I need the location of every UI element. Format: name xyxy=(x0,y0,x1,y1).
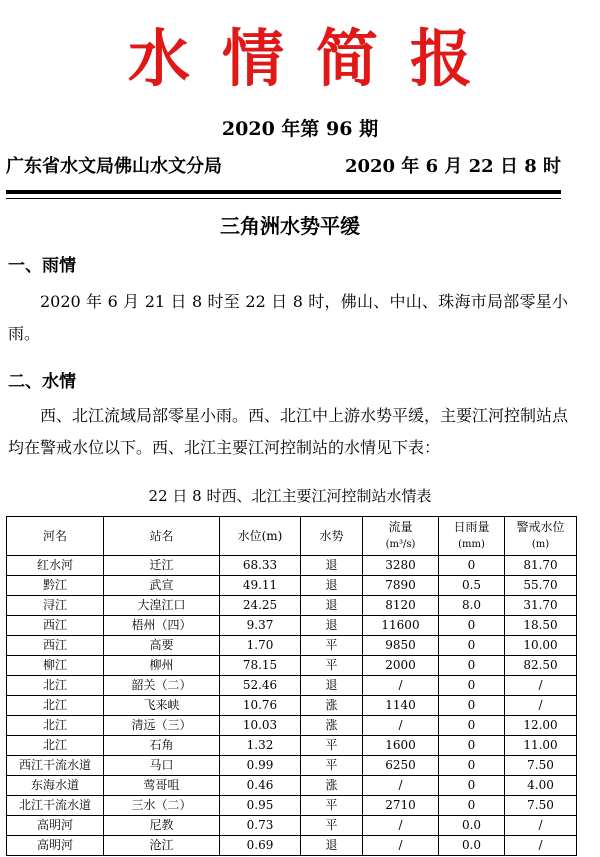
cell-station: 大湟江口 xyxy=(104,596,220,616)
header-flow-label: 流量 xyxy=(388,520,413,534)
table-row xyxy=(7,656,577,676)
cell-station: 梧州（四） xyxy=(104,616,220,636)
cell-station: 武宣 xyxy=(104,576,220,596)
cell-rain: 0 xyxy=(439,756,505,776)
cell-station: 飞来峡 xyxy=(104,696,220,716)
table-row xyxy=(7,636,577,656)
cell-warn: 31.70 xyxy=(505,596,577,616)
table-row xyxy=(7,716,577,736)
masthead-title: 水情简报 xyxy=(127,22,504,95)
cell-river: 高明河 xyxy=(7,816,104,836)
cell-flow: 7890 xyxy=(363,576,439,596)
cell-rain: 0.0 xyxy=(439,836,505,856)
cell-river: 西江 xyxy=(7,636,104,656)
cell-rain: 8.0 xyxy=(439,596,505,616)
table-row xyxy=(7,616,577,636)
cell-river: 西江干流水道 xyxy=(7,756,104,776)
cell-warn: / xyxy=(505,676,577,696)
cell-level: 49.11 xyxy=(220,576,301,596)
cell-trend: 平 xyxy=(301,736,363,756)
cell-warn: 12.00 xyxy=(505,716,577,736)
cell-station: 高要 xyxy=(104,636,220,656)
publish-date: 2020 年 6 月 22 日 8 时 xyxy=(344,156,561,177)
table-row xyxy=(7,676,577,696)
cell-river: 北江干流水道 xyxy=(7,796,104,816)
cell-warn: 81.70 xyxy=(505,556,577,576)
cell-station: 尼教 xyxy=(104,816,220,836)
table-row xyxy=(7,736,577,756)
cell-trend: 平 xyxy=(301,816,363,836)
cell-river: 柳江 xyxy=(7,656,104,676)
cell-river: 西江 xyxy=(7,616,104,636)
table-row xyxy=(7,816,577,836)
cell-level: 0.73 xyxy=(220,816,301,836)
cell-level: 10.03 xyxy=(220,716,301,736)
cell-river: 浔江 xyxy=(7,596,104,616)
cell-rain: 0 xyxy=(439,616,505,636)
cell-rain: 0 xyxy=(439,736,505,756)
cell-trend: 退 xyxy=(301,676,363,696)
headline: 三角洲水势平缓 xyxy=(220,214,360,238)
cell-rain: 0 xyxy=(439,716,505,736)
cell-trend: 退 xyxy=(301,556,363,576)
cell-warn: 18.50 xyxy=(505,616,577,636)
cell-flow: 2710 xyxy=(363,796,439,816)
header-trend: 水势 xyxy=(301,517,363,556)
cell-level: 1.32 xyxy=(220,736,301,756)
cell-level: 1.70 xyxy=(220,636,301,656)
cell-trend: 平 xyxy=(301,796,363,816)
cell-river: 东海水道 xyxy=(7,776,104,796)
cell-rain: 0.5 xyxy=(439,576,505,596)
cell-rain: 0 xyxy=(439,696,505,716)
table-row xyxy=(7,596,577,616)
cell-river: 红水河 xyxy=(7,556,104,576)
cell-flow: / xyxy=(363,776,439,796)
cell-warn: 7.50 xyxy=(505,756,577,776)
cell-river: 北江 xyxy=(7,736,104,756)
table-body xyxy=(7,556,577,856)
cell-flow: 8120 xyxy=(363,596,439,616)
cell-trend: 涨 xyxy=(301,776,363,796)
cell-trend: 退 xyxy=(301,616,363,636)
cell-flow: 6250 xyxy=(363,756,439,776)
cell-flow: / xyxy=(363,816,439,836)
cell-trend: 涨 xyxy=(301,696,363,716)
cell-trend: 退 xyxy=(301,836,363,856)
header-flow-unit: (m³/s) xyxy=(385,539,416,550)
section-water-text: 西、北江流域局部零星小雨。西、北江中上游水势平缓，主要江河控制站点均在警戒水位以下。西、北江主要江河控制站的水情见下表： xyxy=(8,406,569,457)
cell-warn: 55.70 xyxy=(505,576,577,596)
cell-level: 10.76 xyxy=(220,696,301,716)
cell-river: 高明河 xyxy=(7,836,104,856)
cell-warn: 7.50 xyxy=(505,796,577,816)
cell-warn: / xyxy=(505,816,577,836)
cell-rain: 0 xyxy=(439,796,505,816)
header-rain-label: 日雨量 xyxy=(453,520,490,534)
cell-level: 0.69 xyxy=(220,836,301,856)
table-row xyxy=(7,696,577,716)
table-row xyxy=(7,756,577,776)
cell-river: 黔江 xyxy=(7,576,104,596)
table-row xyxy=(7,776,577,796)
cell-warn: / xyxy=(505,696,577,716)
cell-level: 0.46 xyxy=(220,776,301,796)
cell-rain: 0 xyxy=(439,556,505,576)
table-row xyxy=(7,576,577,596)
cell-river: 北江 xyxy=(7,696,104,716)
header-warn-unit: (m) xyxy=(531,539,550,550)
publisher-org: 广东省水文局佛山水文分局 xyxy=(6,156,222,177)
cell-trend: 平 xyxy=(301,636,363,656)
header-level: 水位(m) xyxy=(220,517,301,556)
cell-warn: 4.00 xyxy=(505,776,577,796)
cell-station: 沧江 xyxy=(104,836,220,856)
cell-warn: 82.50 xyxy=(505,656,577,676)
cell-level: 24.25 xyxy=(220,596,301,616)
header-rain xyxy=(439,517,505,556)
cell-level: 52.46 xyxy=(220,676,301,696)
header-rain-unit: (mm) xyxy=(458,539,485,550)
cell-station: 清远（三） xyxy=(104,716,220,736)
header-warn xyxy=(505,517,577,556)
table-row xyxy=(7,796,577,816)
cell-river: 北江 xyxy=(7,676,104,696)
cell-flow: 1140 xyxy=(363,696,439,716)
table-caption: 22 日 8 时西、北江主要江河控制站水情表 xyxy=(148,487,432,505)
table-row xyxy=(7,836,577,856)
cell-rain: 0.0 xyxy=(439,816,505,836)
cell-flow: 9850 xyxy=(363,636,439,656)
cell-station: 柳州 xyxy=(104,656,220,676)
divider-thick xyxy=(6,190,561,194)
cell-river: 北江 xyxy=(7,716,104,736)
cell-trend: 平 xyxy=(301,756,363,776)
section-rain-text: 2020 年 6 月 21 日 8 时至 22 日 8 时，佛山、中山、珠海市局部零星小雨。 xyxy=(8,292,568,343)
cell-level: 9.37 xyxy=(220,616,301,636)
cell-warn: 10.00 xyxy=(505,636,577,656)
cell-level: 68.33 xyxy=(220,556,301,576)
divider-thin xyxy=(6,198,561,199)
section-rain-title: 一、雨情 xyxy=(8,256,76,276)
section-water-title: 二、水情 xyxy=(8,372,76,392)
cell-trend: 平 xyxy=(301,656,363,676)
cell-station: 莺哥咀 xyxy=(104,776,220,796)
cell-flow: / xyxy=(363,676,439,696)
cell-level: 78.15 xyxy=(220,656,301,676)
cell-station: 石角 xyxy=(104,736,220,756)
cell-flow: 2000 xyxy=(363,656,439,676)
cell-rain: 0 xyxy=(439,776,505,796)
header-river: 河名 xyxy=(7,517,104,556)
cell-flow: / xyxy=(363,836,439,856)
header-warn-label: 警戒水位 xyxy=(516,520,565,534)
header-flow xyxy=(363,517,439,556)
cell-station: 韶关（二） xyxy=(104,676,220,696)
cell-flow: / xyxy=(363,716,439,736)
table-header-row xyxy=(7,517,577,556)
cell-rain: 0 xyxy=(439,676,505,696)
cell-trend: 退 xyxy=(301,596,363,616)
cell-flow: 1600 xyxy=(363,736,439,756)
cell-warn: 11.00 xyxy=(505,736,577,756)
cell-trend: 涨 xyxy=(301,716,363,736)
water-table xyxy=(6,516,577,856)
publisher-line xyxy=(6,154,561,180)
cell-level: 0.99 xyxy=(220,756,301,776)
cell-flow: 3280 xyxy=(363,556,439,576)
header-station: 站名 xyxy=(104,517,220,556)
cell-level: 0.95 xyxy=(220,796,301,816)
cell-station: 马口 xyxy=(104,756,220,776)
cell-rain: 0 xyxy=(439,636,505,656)
table-row xyxy=(7,556,577,576)
cell-rain: 0 xyxy=(439,656,505,676)
cell-station: 三水（二） xyxy=(104,796,220,816)
cell-warn: / xyxy=(505,836,577,856)
issue-number: 2020 年第 96 期 xyxy=(221,118,379,140)
cell-flow: 11600 xyxy=(363,616,439,636)
cell-station: 迁江 xyxy=(104,556,220,576)
cell-trend: 退 xyxy=(301,576,363,596)
